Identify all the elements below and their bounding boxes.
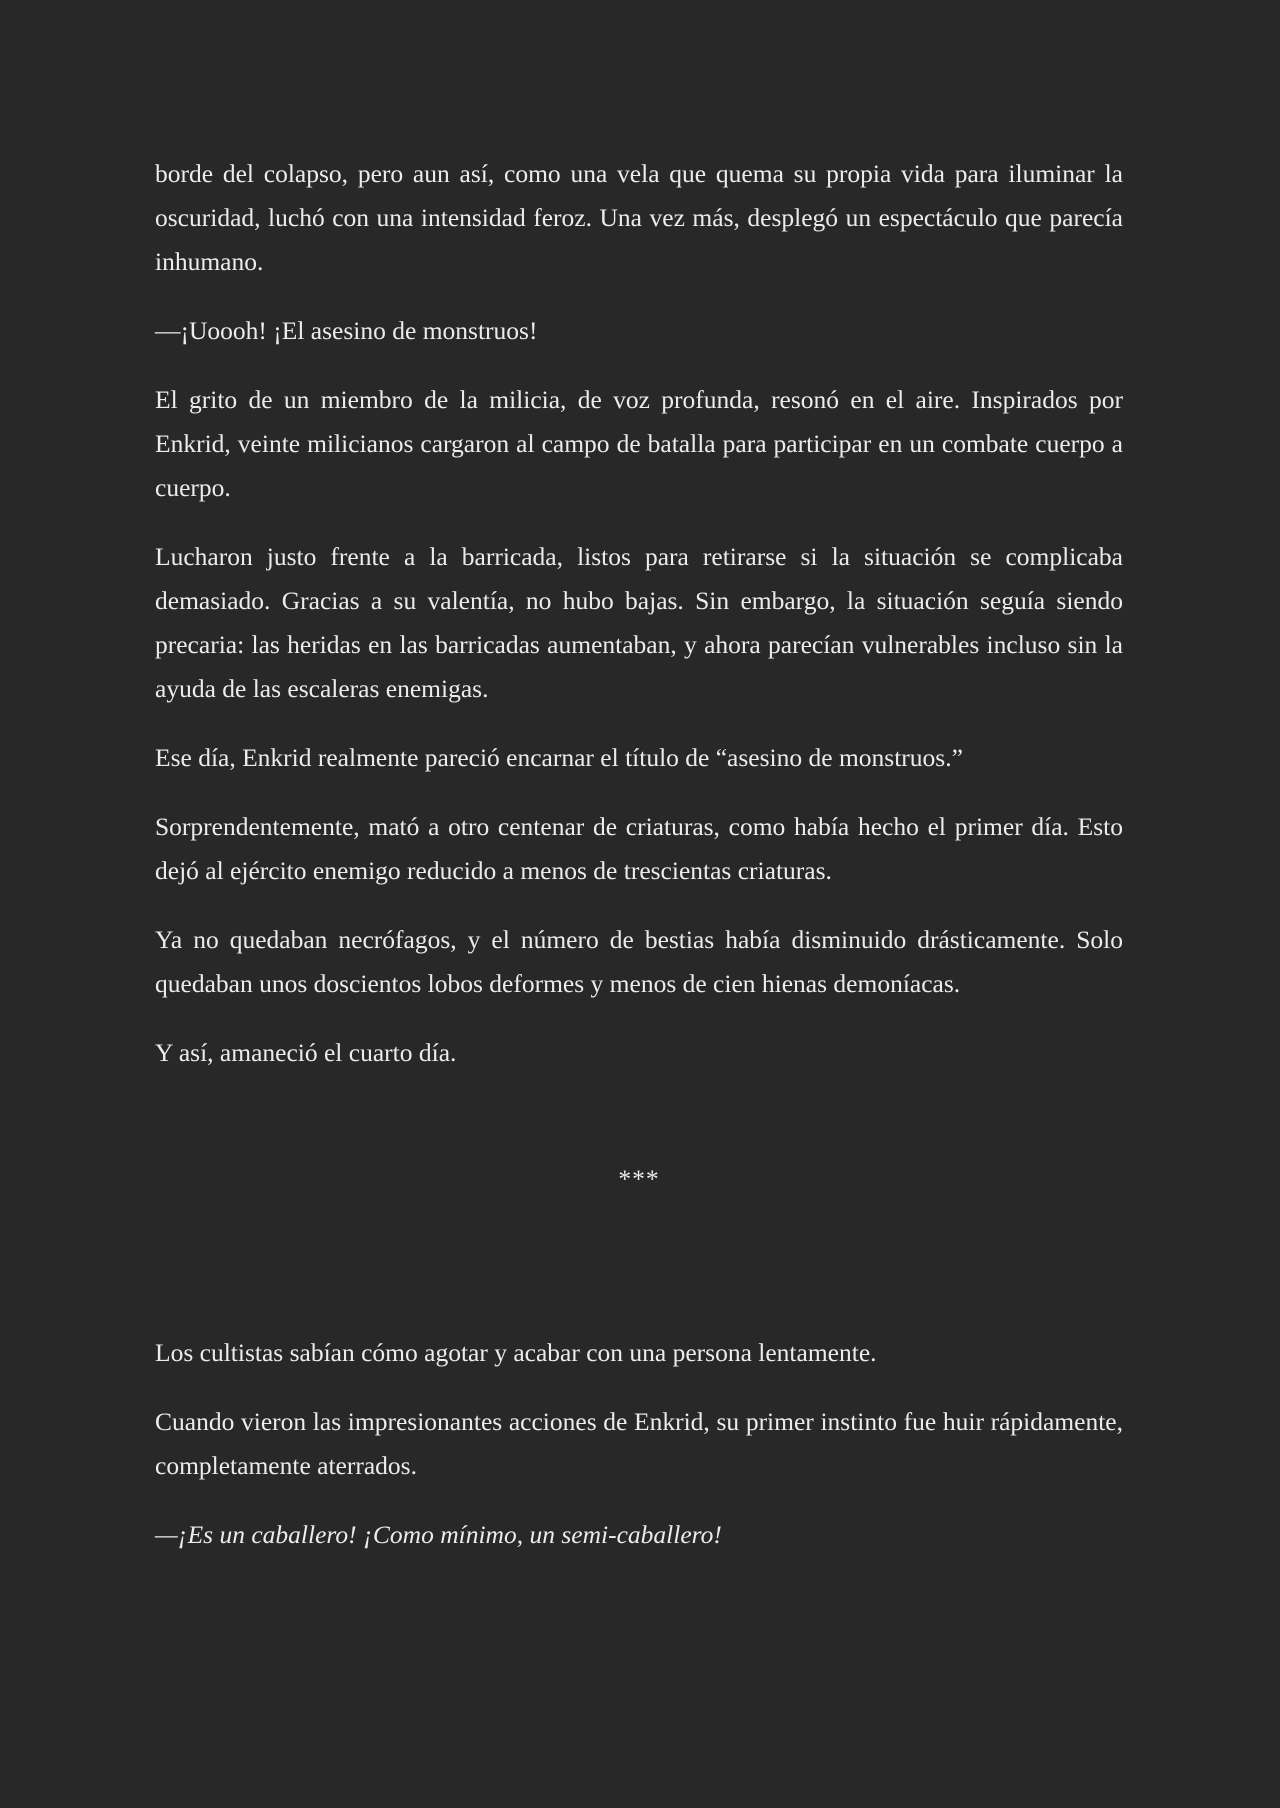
paragraph: Cuando vieron las impresionantes acciones de Enkrid, su primer instinto fue huir rápidamente, completamente aterrados. bbox=[155, 1407, 1123, 1480]
paragraph: borde del colapso, pero aun así, como una vela que quema su propia vida para iluminar la oscuridad, luchó con una intensidad feroz. Una vez más, desplegó un espectáculo que parecía inhumano. bbox=[155, 159, 1123, 276]
paragraph: Sorprendentemente, mató a otro centenar de criaturas, como había hecho el primer día. Esto dejó al ejército enemigo reducido a menos de trescientas criaturas. bbox=[155, 812, 1123, 885]
dialogue-line: —¡Uoooh! ¡El asesino de monstruos! bbox=[155, 316, 538, 345]
paragraph: Y así, amaneció el cuarto día. bbox=[155, 1038, 457, 1067]
paragraph: Los cultistas sabían cómo agotar y acabar con una persona lentamente. bbox=[155, 1338, 877, 1367]
italic-dialogue-line: —¡Es un caballero! ¡Como mínimo, un semi-caballero! bbox=[155, 1520, 722, 1549]
paragraph: Ese día, Enkrid realmente pareció encarnar el título de “asesino de monstruos.” bbox=[155, 743, 963, 772]
paragraph: El grito de un miembro de la milicia, de voz profunda, resonó en el aire. Inspirados por Enkrid, veinte milicianos cargaron al campo de batalla para participar en un combate cuerpo a cuerpo. bbox=[155, 385, 1123, 502]
scene-separator: *** bbox=[618, 1164, 660, 1193]
paragraph: Ya no quedaban necrófagos, y el número de bestias había disminuido drásticamente. Solo quedaban unos doscientos lobos deformes y menos de cien hienas demoníacas. bbox=[155, 925, 1123, 998]
chapter-text bbox=[155, 152, 1123, 1582]
paragraph: Lucharon justo frente a la barricada, listos para retirarse si la situación se complicaba demasiado. Gracias a su valentía, no hubo bajas. Sin embargo, la situación seguía siendo precaria: las heridas en las barricadas aumentaban, y ahora parecían vulnerables incluso sin la ayuda de las escaleras enemigas. bbox=[155, 542, 1123, 703]
